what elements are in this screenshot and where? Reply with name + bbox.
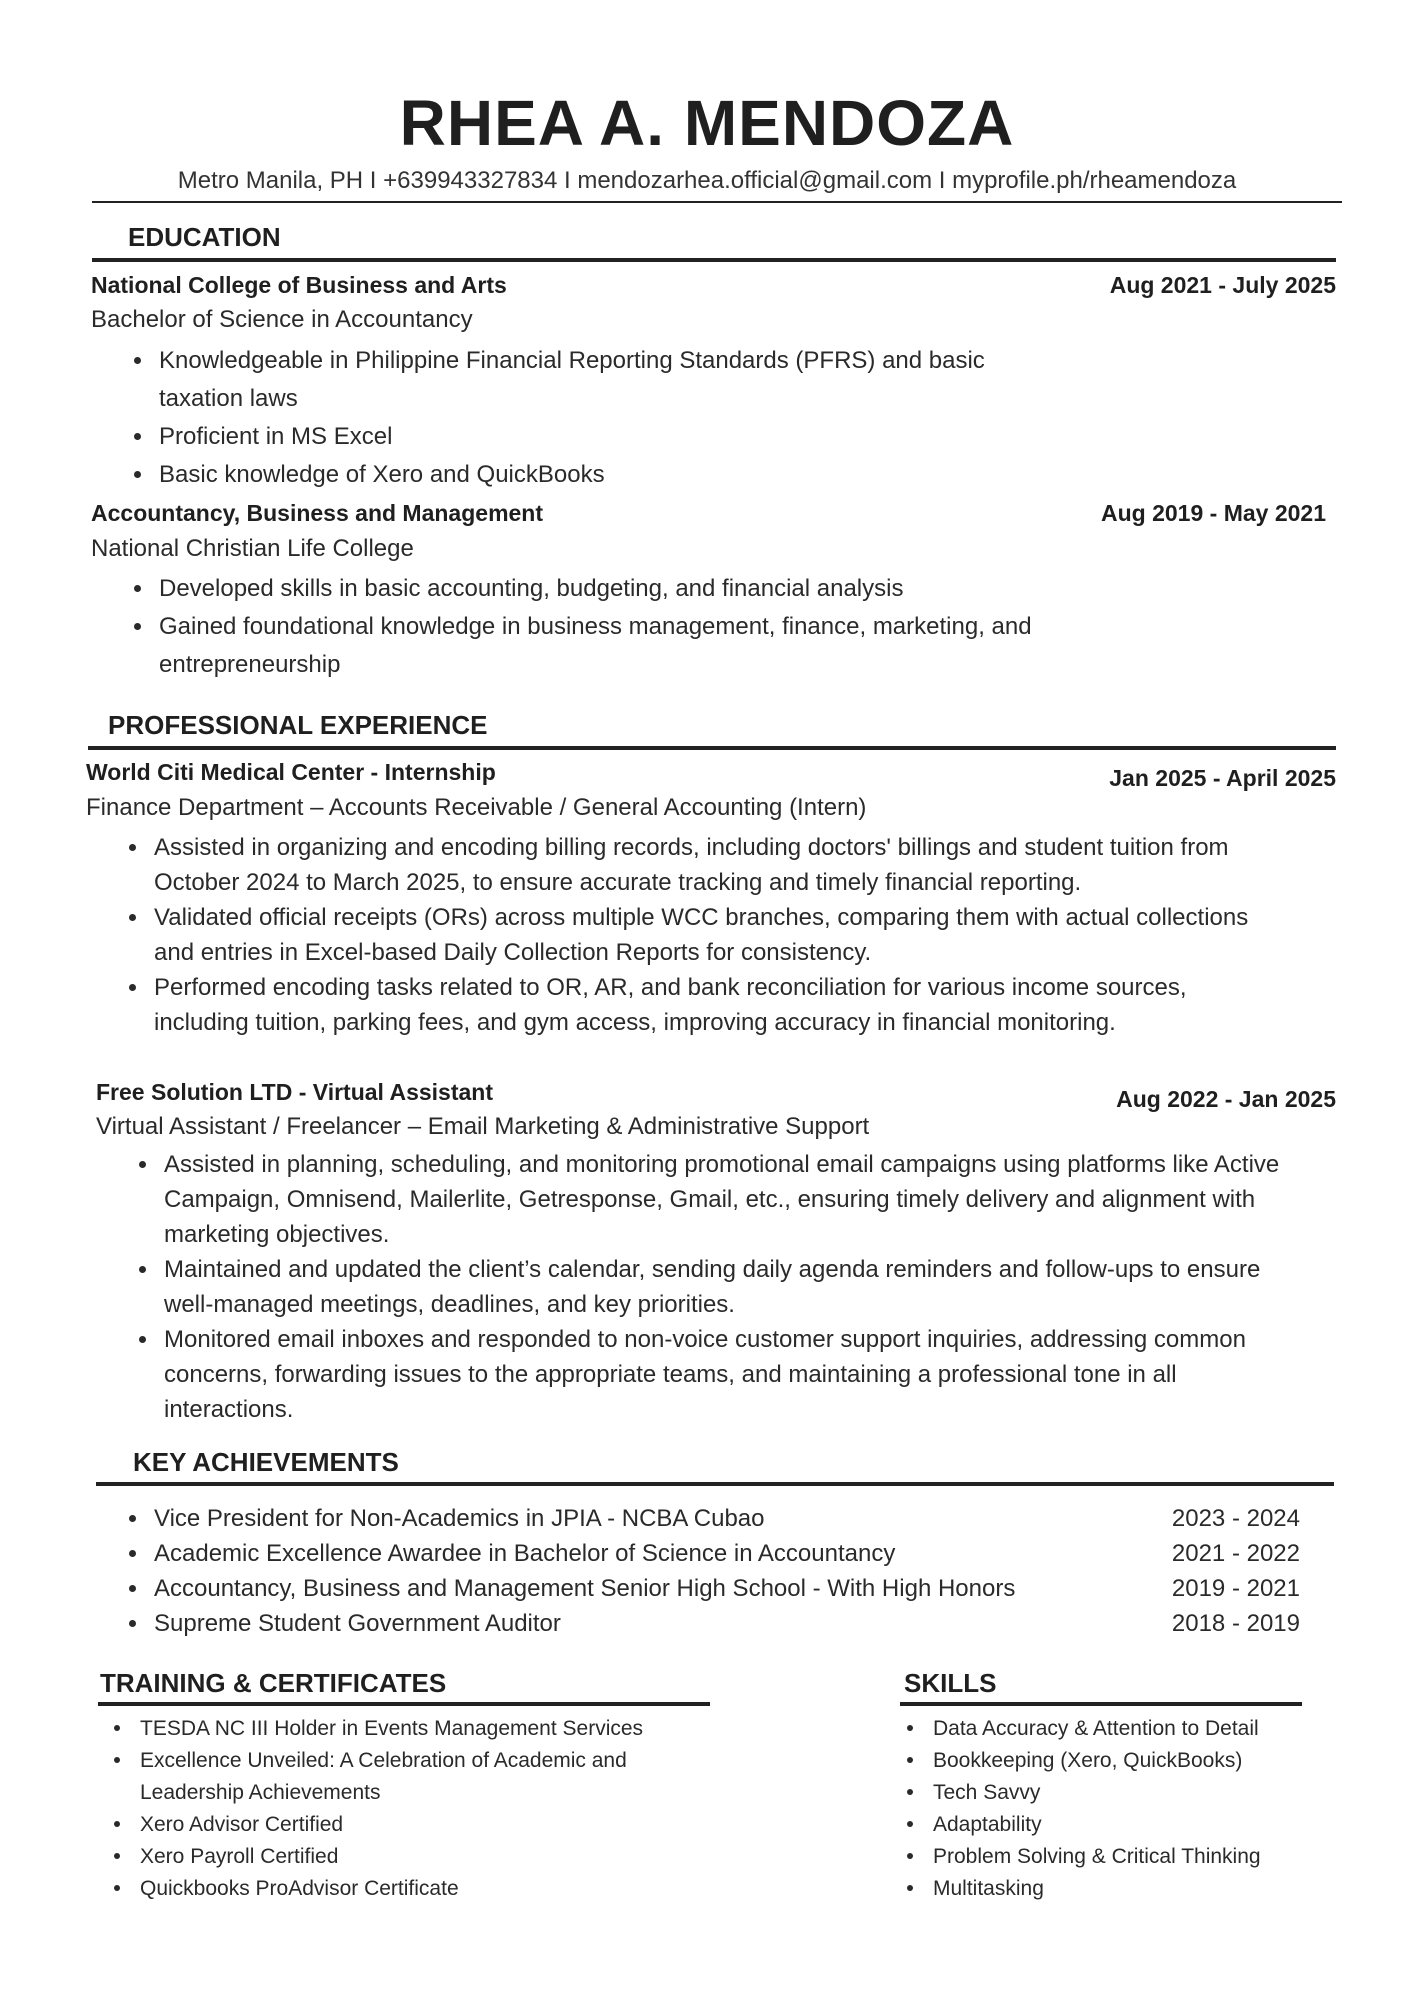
list-item: Bookkeeping (Xero, QuickBooks) <box>893 1745 1313 1777</box>
achievement-text: Vice President for Non-Academics in JPIA - NCBA Cubao <box>154 1505 765 1532</box>
education-school: National College of Business and Arts <box>91 272 507 298</box>
list-item <box>120 1501 1300 1536</box>
achievement-text: Accountancy, Business and Management Senior High School - With High Honors <box>154 1575 1016 1602</box>
experience-role: Finance Department – Accounts Receivable / General Accounting (Intern) <box>86 794 867 821</box>
education-school: Accountancy, Business and Management <box>91 500 544 526</box>
list-item: Tech Savvy <box>893 1777 1313 1809</box>
list-item: Developed skills in basic accounting, budgeting, and financial analysis <box>115 570 1105 608</box>
achievements-heading: KEY ACHIEVEMENTS <box>133 1447 399 1477</box>
list-item: Assisted in planning, scheduling, and monitoring promotional email campaigns using platforms like Active Campaign, Omnisend, Mailerlite, Getresponse, Gmail, etc., ensuring timely delivery and alignment with marketing objectives. <box>120 1147 1290 1252</box>
list-item: Basic knowledge of Xero and QuickBooks <box>115 456 1035 494</box>
list-item: Knowledgeable in Philippine Financial Reporting Standards (PFRS) and basic taxation laws <box>115 342 1035 418</box>
achievement-years: 2018 - 2019 <box>1171 1610 1300 1637</box>
education-divider <box>92 258 1336 262</box>
list-item: Assisted in organizing and encoding billing records, including doctors' billings and student tuition from October 2024 to March 2025, to ensure accurate tracking and timely financial reporting. <box>110 830 1260 900</box>
achievement-years: 2023 - 2024 <box>1171 1505 1300 1532</box>
education-bullets <box>115 342 1035 494</box>
list-item: Excellence Unveiled: A Celebration of Academic and Leadership Achievements <box>100 1745 700 1809</box>
achievement-years: 2019 - 2021 <box>1171 1575 1300 1602</box>
list-item <box>120 1536 1300 1571</box>
achievements-list <box>120 1501 1300 1641</box>
experience-dates: Jan 2025 - April 2025 <box>1109 765 1336 791</box>
training-divider <box>98 1702 710 1706</box>
list-item: Validated official receipts (ORs) across multiple WCC branches, comparing them with actual collections and entries in Excel-based Daily Collection Reports for consistency. <box>110 900 1260 970</box>
experience-role: Virtual Assistant / Freelancer – Email Marketing & Administrative Support <box>96 1113 870 1140</box>
list-item: TESDA NC III Holder in Events Management Services <box>100 1713 700 1745</box>
list-item: Performed encoding tasks related to OR, AR, and bank reconciliation for various income sources, including tuition, parking fees, and gym access, improving accuracy in financial monitoring. <box>110 970 1260 1040</box>
experience-bullets <box>110 830 1260 1040</box>
experience-bullets <box>120 1147 1290 1427</box>
skills-divider <box>900 1702 1302 1706</box>
contact-line: Metro Manila, PH I +639943327834 I mendozarhea.official@gmail.com I myprofile.ph/rheamendoza <box>177 167 1237 194</box>
education-dates: Aug 2021 - July 2025 <box>1109 272 1336 298</box>
achievement-text: Supreme Student Government Auditor <box>154 1610 561 1637</box>
list-item: Monitored email inboxes and responded to non-voice customer support inquiries, addressing common concerns, forwarding issues to the appropriate teams, and maintaining a professional tone in all interactions. <box>120 1322 1290 1427</box>
experience-company: World Citi Medical Center - Internship <box>86 759 496 785</box>
list-item: Problem Solving & Critical Thinking <box>893 1841 1313 1873</box>
achievement-text: Academic Excellence Awardee in Bachelor of Science in Accountancy <box>154 1540 896 1567</box>
list-item: Proficient in MS Excel <box>115 418 1035 456</box>
list-item: Adaptability <box>893 1809 1313 1841</box>
experience-heading: PROFESSIONAL EXPERIENCE <box>108 710 488 740</box>
education-heading: EDUCATION <box>128 222 281 252</box>
list-item: Quickbooks ProAdvisor Certificate <box>100 1873 700 1905</box>
list-item: Xero Advisor Certified <box>100 1809 700 1841</box>
training-heading: TRAINING & CERTIFICATES <box>100 1668 447 1698</box>
header-divider <box>92 201 1342 203</box>
education-bullets <box>115 570 1105 684</box>
experience-dates: Aug 2022 - Jan 2025 <box>1116 1086 1336 1112</box>
education-degree: Bachelor of Science in Accountancy <box>91 306 473 333</box>
list-item <box>120 1571 1300 1606</box>
experience-divider <box>88 746 1336 750</box>
achievement-years: 2021 - 2022 <box>1171 1540 1300 1567</box>
training-list <box>100 1713 700 1905</box>
education-degree: National Christian Life College <box>91 535 414 562</box>
experience-company: Free Solution LTD - Virtual Assistant <box>96 1079 494 1105</box>
list-item: Multitasking <box>893 1873 1313 1905</box>
list-item: Xero Payroll Certified <box>100 1841 700 1873</box>
list-item <box>120 1606 1300 1641</box>
education-dates: Aug 2019 - May 2021 <box>1100 500 1326 526</box>
achievements-divider <box>96 1482 1334 1486</box>
list-item: Maintained and updated the client’s calendar, sending daily agenda reminders and follow-ups to ensure well-managed meetings, deadlines, and key priorities. <box>120 1252 1290 1322</box>
candidate-name: RHEA A. MENDOZA <box>399 87 1015 159</box>
skills-heading: SKILLS <box>904 1668 997 1698</box>
list-item: Data Accuracy & Attention to Detail <box>893 1713 1313 1745</box>
skills-list <box>893 1713 1313 1905</box>
list-item: Gained foundational knowledge in business management, finance, marketing, and entrepreneurship <box>115 608 1105 684</box>
